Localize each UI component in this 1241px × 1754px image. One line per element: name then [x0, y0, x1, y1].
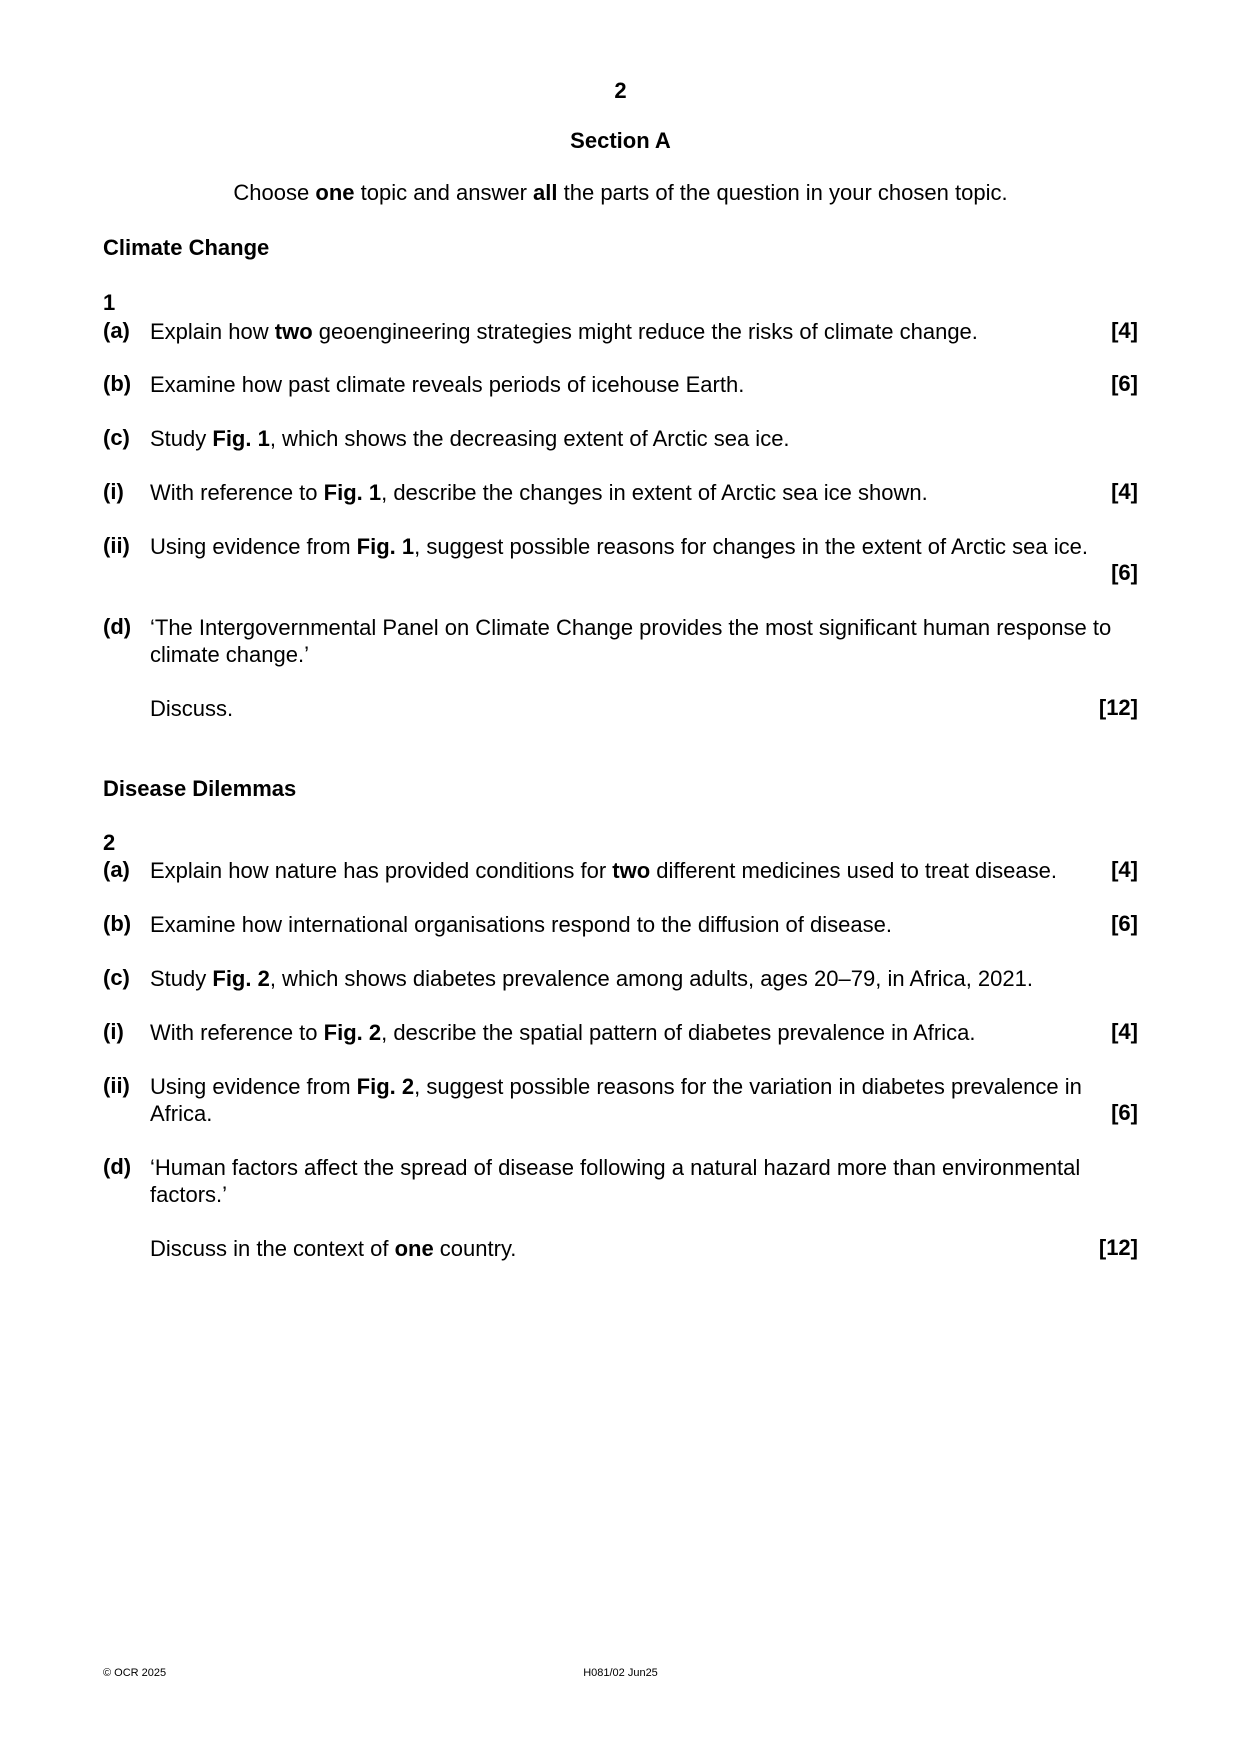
question-text-1d: ‘The Intergovernmental Panel on Climate Change provides the most significant human response to climate change.’: [150, 615, 1112, 667]
question-text-2ci: With reference to Fig. 2, describe the spatial pattern of diabetes prevalence in Africa.: [150, 1020, 976, 1045]
part-label-cii: (ii): [103, 533, 130, 558]
question-text-1b: Examine how past climate reveals periods of icehouse Earth.: [150, 372, 745, 397]
question-text-1cii: Using evidence from Fig. 1, suggest possible reasons for changes in the extent of Arctic sea ice.: [150, 534, 1088, 559]
footer-paper-code: H081/02 Jun25: [583, 1667, 658, 1679]
mark-1cii: [6]: [1111, 560, 1138, 585]
discuss-text-2d: Discuss in the context of one country.: [150, 1236, 517, 1261]
question-number: 2: [103, 830, 116, 855]
mark-2ci: [4]: [1111, 1019, 1138, 1044]
part-label-a: (a): [103, 318, 130, 343]
part-label-d: (d): [103, 1154, 132, 1179]
mark-1b: [6]: [1111, 371, 1138, 396]
part-label-c: (c): [103, 965, 130, 990]
question-text-2c: Study Fig. 2, which shows diabetes prevalence among adults, ages 20–79, in Africa, 2021.: [150, 966, 1033, 991]
mark-1a: [4]: [1111, 318, 1138, 343]
question-text-2d: ‘Human factors affect the spread of disease following a natural hazard more than environmental factors.’: [150, 1155, 1081, 1207]
part-label-d: (d): [103, 614, 132, 639]
part-label-b: (b): [103, 911, 132, 936]
part-label-b: (b): [103, 371, 132, 396]
question-text-1c: Study Fig. 1, which shows the decreasing extent of Arctic sea ice.: [150, 426, 790, 451]
instruction: Choose one topic and answer all the parts of the question in your chosen topic.: [233, 180, 1008, 205]
mark-1d: [12]: [1098, 695, 1138, 720]
question-text-1ci: With reference to Fig. 1, describe the changes in extent of Arctic sea ice shown.: [150, 480, 928, 505]
question-text-1a: Explain how two geoengineering strategies might reduce the risks of climate change.: [150, 319, 978, 344]
mark-1ci: [4]: [1111, 479, 1138, 504]
part-label-a: (a): [103, 857, 130, 882]
part-label-ci: (i): [103, 1019, 124, 1044]
question-text-2a: Explain how nature has provided conditions for two different medicines used to treat disease.: [150, 858, 1057, 883]
part-label-c: (c): [103, 425, 130, 450]
question-text-2cii: Using evidence from Fig. 2, suggest possible reasons for the variation in diabetes prevalence in Africa.: [150, 1074, 1082, 1126]
question-text-2b: Examine how international organisations respond to the diffusion of disease.: [150, 912, 892, 937]
page-number: 2: [614, 78, 627, 103]
question-number: 1: [103, 290, 116, 315]
part-label-ci: (i): [103, 479, 124, 504]
topic-title-climate-change: Climate Change: [103, 235, 270, 260]
mark-2cii: [6]: [1111, 1100, 1138, 1125]
topic-title-disease-dilemmas: Disease Dilemmas: [103, 776, 297, 801]
part-label-cii: (ii): [103, 1073, 130, 1098]
discuss-text-1d: Discuss.: [150, 696, 234, 721]
footer-copyright: © OCR 2025: [103, 1667, 167, 1679]
mark-2a: [4]: [1111, 857, 1138, 882]
mark-2b: [6]: [1111, 911, 1138, 936]
section-title: Section A: [570, 128, 671, 153]
mark-2d: [12]: [1098, 1235, 1138, 1260]
